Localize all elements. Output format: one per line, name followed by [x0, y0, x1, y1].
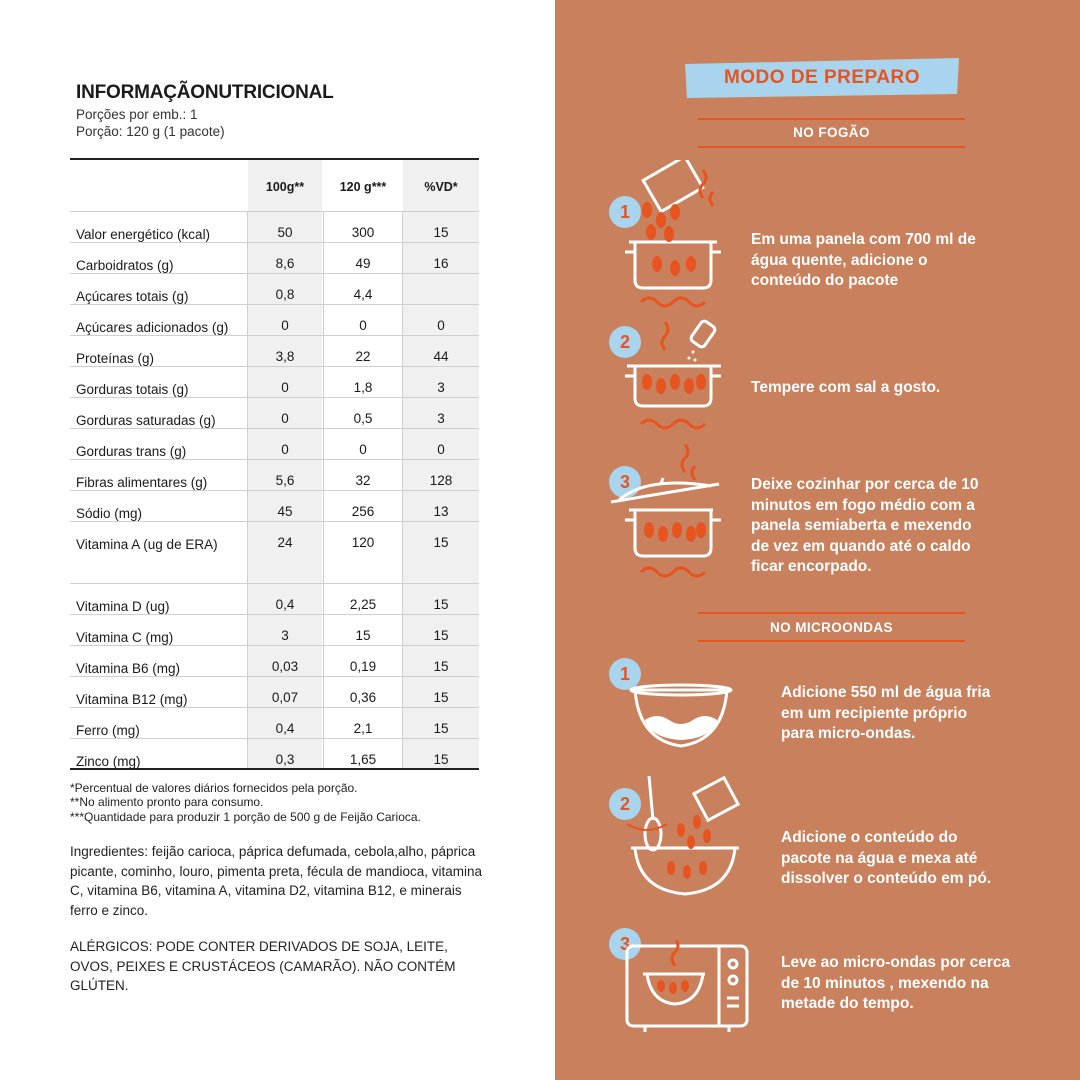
value-100g: 0: [281, 380, 289, 395]
table-row: [70, 708, 479, 739]
value-100g: 0,4: [275, 721, 295, 736]
microwave-step-2-text: Adicione o conteúdo do pacote na água e mexa até dissolver o conteúdo em pó.: [781, 829, 992, 887]
nutrient-name: Vitamina B6 (mg): [76, 661, 181, 676]
value-100g: 5,6: [275, 473, 295, 488]
value-vd: 16: [433, 256, 449, 271]
value-100g: 45: [277, 504, 293, 519]
value-vd: 15: [433, 659, 449, 674]
value-vd: 44: [433, 349, 449, 364]
value-120g: 0,5: [353, 411, 373, 426]
nutrient-name: Proteínas (g): [76, 351, 155, 366]
table-row: [70, 274, 479, 305]
pot-lid-steam-icon: [607, 444, 731, 580]
step-number-badge: 2: [609, 788, 641, 820]
value-100g: 3,8: [275, 349, 295, 364]
section-title-stove: NO FOGÃO: [793, 125, 870, 140]
value-vd: 15: [433, 628, 449, 643]
value-100g: 0: [281, 318, 289, 333]
nutrient-name: Vitamina B12 (mg): [76, 692, 188, 707]
table-row: [70, 460, 479, 491]
value-120g: 22: [355, 349, 371, 364]
value-120g: 2,1: [353, 721, 373, 736]
table-row: [70, 367, 479, 398]
step-number-badge: 2: [609, 326, 641, 358]
table-row: [70, 584, 479, 615]
value-vd: 15: [433, 535, 449, 550]
table-row: [70, 739, 479, 770]
pot-packet-icon: [621, 160, 727, 310]
ingredients-text: Ingredientes: feijão carioca, páprica defumada, cebola,alho, páprica picante, cominho, louro, pimenta preta, fécula de mandioca, vitamina C, vitamina B6, vitamina A, vitamina D2, vitamina B12, e minerais ferro e zinco.: [70, 844, 482, 918]
table-row: [70, 212, 479, 243]
nutrient-name: Ferro (mg): [76, 723, 140, 738]
step-number-badge: 3: [609, 928, 641, 960]
nutrient-name: Valor energético (kcal): [76, 227, 211, 242]
stove-step-2-text: Tempere com sal a gosto.: [751, 379, 941, 396]
value-100g: 24: [277, 535, 293, 550]
value-120g: 256: [351, 504, 375, 519]
value-120g: 49: [355, 256, 371, 271]
value-100g: 0,4: [275, 597, 295, 612]
value-120g: 0: [359, 442, 367, 457]
value-100g: 0: [281, 442, 289, 457]
bowl-spoon-packet-icon: [621, 772, 751, 898]
step-number-badge: 3: [609, 466, 641, 498]
value-100g: 0,07: [271, 690, 299, 705]
stove-step-3-text: Deixe cozinhar por cerca de 10 minutos em fogo médio com a panela semiaberta e mexendo de vez em quando até o caldo ficar encorpado.: [751, 476, 979, 575]
table-row: [70, 646, 479, 677]
step-number-badge: 1: [609, 658, 641, 690]
value-100g: 0,03: [271, 659, 299, 674]
value-120g: 4,4: [353, 287, 373, 302]
table-row: [70, 677, 479, 708]
allergens-text: ALÉRGICOS: PODE CONTER DERIVADOS DE SOJA, LEITE, OVOS, PEIXES E CRUSTÁCEOS (CAMARÃO). NÃO CONTÉM GLÚTEN.: [70, 939, 456, 993]
value-120g: 2,25: [349, 597, 377, 612]
nutrient-name: Vitamina D (ug): [76, 599, 170, 614]
bowl-water-icon: [625, 680, 737, 756]
value-vd: 15: [433, 690, 449, 705]
nutrient-name: Gorduras trans (g): [76, 444, 187, 459]
portion-size: Porção: 120 g (1 pacote): [76, 124, 225, 139]
value-120g: 300: [351, 225, 375, 240]
table-row: [70, 336, 479, 367]
nutrient-name: Gorduras saturadas (g): [76, 413, 216, 428]
value-100g: 3: [281, 628, 289, 643]
value-vd: 0: [437, 318, 445, 333]
header-120g: 120 g***: [339, 180, 387, 194]
nutrient-name: Açúcares totais (g): [76, 289, 189, 304]
value-vd: 15: [433, 752, 449, 767]
table-row: [70, 429, 479, 460]
nutrition-title: INFORMAÇÃONUTRICIONAL: [76, 82, 334, 103]
value-vd: 3: [437, 411, 445, 426]
value-120g: 0: [359, 318, 367, 333]
value-vd: 15: [433, 597, 449, 612]
nutrient-name: Fibras alimentares (g): [76, 475, 208, 490]
table-header: [70, 160, 479, 212]
divider: [698, 612, 965, 614]
table-row: [70, 615, 479, 646]
microwave-step-1-text: Adicione 550 ml de água fria em um recipiente próprio para micro-ondas.: [781, 684, 991, 742]
nutrient-name: Açúcares adicionados (g): [76, 320, 229, 335]
section-title-microwave: NO MICROONDAS: [770, 620, 893, 635]
divider: [698, 640, 965, 642]
divider: [698, 118, 965, 120]
value-vd: 0: [437, 442, 445, 457]
value-120g: 32: [355, 473, 371, 488]
footnote-vd: *Percentual de valores diários fornecidos pela porção.: [70, 781, 358, 795]
portions-per-pack: Porções por emb.: 1: [76, 107, 198, 122]
column-divider: [402, 212, 403, 768]
header-vd: %VD*: [424, 180, 458, 194]
nutrient-name: Gorduras totais (g): [76, 382, 189, 397]
nutrient-name: Sódio (mg): [76, 506, 143, 521]
value-100g: 0,8: [275, 287, 295, 302]
microwave-icon: [625, 940, 751, 1032]
table-row: [70, 491, 479, 522]
value-vd: 13: [433, 504, 449, 519]
column-divider: [323, 212, 324, 768]
stove-step-1-text: Em uma panela com 700 ml de água quente, adicione o conteúdo do pacote: [751, 231, 976, 289]
nutrition-table: [70, 158, 479, 770]
value-120g: 0,36: [349, 690, 377, 705]
column-divider: [247, 212, 248, 768]
nutrient-name: Vitamina A (ug de ERA): [76, 537, 218, 552]
table-row: [70, 243, 479, 274]
nutrient-name: Vitamina C (mg): [76, 630, 174, 645]
preparation-panel: [555, 0, 1080, 1080]
preparation-title: MODO DE PREPARO: [723, 67, 921, 88]
value-120g: 15: [355, 628, 371, 643]
value-vd: 15: [433, 225, 449, 240]
value-100g: 8,6: [275, 256, 295, 271]
microwave-step-3-text: Leve ao micro-ondas por cerca de 10 minutos , mexendo na metade do tempo.: [781, 954, 1011, 1012]
nutrient-name: Carboidratos (g): [76, 258, 174, 273]
table-row: [70, 305, 479, 336]
value-100g: 50: [277, 225, 293, 240]
nutrient-name: Zinco (mg): [76, 754, 141, 769]
divider: [698, 146, 965, 148]
value-100g: 0: [281, 411, 289, 426]
header-100g: 100g**: [265, 180, 305, 194]
pot-salt-icon: [621, 316, 727, 434]
value-vd: 3: [437, 380, 445, 395]
value-120g: 1,65: [349, 752, 377, 767]
value-120g: 0,19: [349, 659, 377, 674]
footnote-quantity: ***Quantidade para produzir 1 porção de 500 g de Feijão Carioca.: [70, 810, 421, 824]
value-120g: 120: [351, 535, 375, 550]
table-row: [70, 398, 479, 429]
value-vd: 128: [429, 473, 453, 488]
footnote-ready: **No alimento pronto para consumo.: [70, 795, 264, 809]
step-number-badge: 1: [609, 196, 641, 228]
value-vd: 15: [433, 721, 449, 736]
table-row: [70, 522, 479, 584]
value-100g: 0,3: [275, 752, 295, 767]
value-120g: 1,8: [353, 380, 373, 395]
